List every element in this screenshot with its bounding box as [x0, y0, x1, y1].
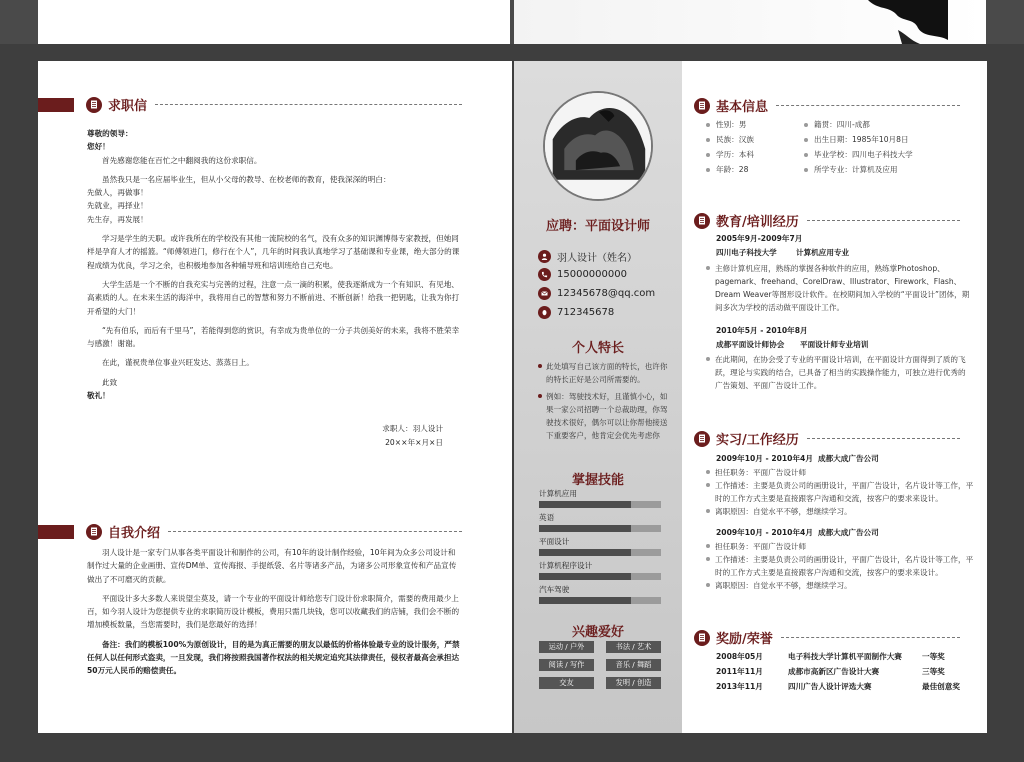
training-course: 平面设计师专业培训 [800, 340, 869, 349]
traits-title: 个人特长 [571, 341, 624, 356]
contact-phone [538, 268, 627, 281]
salutation: 尊敬的领导： [87, 129, 133, 138]
education-major: 计算机应用专业 [796, 248, 850, 257]
education-school: 四川电子科技大学 [716, 248, 777, 257]
paragraph: 平面设计多大多数人来说望尘莫及，请一个专业的平面设计师给您专门设计份求职简介，需要的费用最少上百，如今羽人设计为您提供专业的求职简历设计模板，费用只需几块钱，您可以收藏我们的店铺，我们会不断的增加模板数量，当您需要时，我们是您最好的选择！ [87, 593, 460, 630]
horse-painting-icon [545, 93, 651, 199]
letter-date: 20××年×月×日 [385, 437, 443, 447]
award-date: 2011年11月 [716, 667, 763, 676]
skill-item [539, 584, 661, 604]
section-title: 奖励/荣誉 [716, 632, 773, 647]
skill-bar-fill [539, 573, 631, 580]
motto-line: 先生存，再发展！ [87, 214, 148, 224]
contact-email [538, 287, 655, 300]
document-icon [694, 630, 710, 646]
skill-label: 计算机应用 [539, 489, 577, 498]
header-rule [781, 637, 960, 638]
list-item: 例如：驾驶技术好，且谨慎小心，如果一家公司招聘一个总裁助理，你驾驶技术很好，偶尔可以让你帮他接送下重要客户，他肯定会优先考虑你 [538, 390, 670, 442]
header-rule [776, 105, 960, 106]
user-icon [538, 250, 551, 263]
copyright-note: 备注：我们的模板100%为原创设计，目的是为真正需要的朋友以最低的价格体验最专业的设计服务，严禁任何人以任何形式盗卖，一旦发现，我们将按照我国著作权法的相关规定追究其法律责任，侵权者最高会承担达50万元人民币的赔偿责任。 [87, 639, 460, 676]
contact-qq [538, 306, 614, 319]
education-header [694, 211, 960, 230]
skill-label: 计算机程序设计 [539, 561, 593, 570]
skill-bar-fill [539, 549, 631, 556]
ink-horse-decoration [858, 0, 948, 44]
training-description: 在此期间，在协会受了专业的平面设计培训，在平面设计方面得到了质的飞跃，理论与实践的结合，已具备了相当的实践操作能力，可独立进行优秀的广告策划、平面广告设计工作。 [706, 353, 970, 392]
hobby-tag: 阅读 / 写作 [539, 659, 594, 671]
previous-page-left [38, 0, 510, 44]
intro-body [87, 546, 463, 684]
job-date: 2009年10月 - 2010年4月 [716, 528, 813, 537]
education-date: 2005年9月-2009年7月 [716, 234, 803, 243]
motto-line: 先做人，再做事！ [87, 188, 148, 198]
section-title: 教育/培训经历 [716, 215, 799, 230]
hobby-tag: 运动 / 户外 [539, 641, 594, 653]
cover-letter-body [87, 127, 463, 449]
hobby-tag: 发明 / 创造 [606, 677, 661, 689]
job-title: 应聘：平面设计师 [545, 219, 650, 234]
paragraph: 首先感谢您能在百忙之中翻阅我的这份求职信。 [102, 155, 262, 165]
header-bar [38, 98, 74, 112]
job-company: 成都大成广告公司 [818, 454, 879, 463]
job-description: 工作描述：主要是负责公司的画册设计，平面广告设计，名片设计等工作，平时的工作方式主要是直接跟客户沟通和交流，按客户的要求来设计。 [706, 553, 975, 579]
award-date: 2013年11月 [716, 682, 763, 691]
skill-item [539, 512, 661, 532]
skills-title: 掌握技能 [571, 473, 624, 488]
skill-bar-track [539, 597, 661, 604]
cover-letter-header [38, 95, 462, 114]
hobbies-title: 兴趣爱好 [571, 625, 624, 640]
skill-label: 汽车驾驶 [539, 585, 570, 594]
info-age: 年龄：28 [706, 164, 748, 175]
skill-item [539, 488, 661, 508]
training-date: 2010年5月 - 2010年8月 [716, 326, 808, 335]
hobby-tag: 交友 [539, 677, 594, 689]
traits-list [538, 360, 670, 446]
paragraph: 大学生活是一个不断的自我充实与完善的过程，注意一点一滴的积累，使我逐渐成为一个有知识、有见地、高素质的人。在未来生活的海洋中，我将用自己的智慧和努力不断前进、不断创新！给我一把钥匙，让我为你打开希望的大门！ [87, 279, 460, 316]
skill-bar-track [539, 501, 661, 508]
info-gender: 性别：男 [706, 119, 746, 130]
award-date: 2008年05月 [716, 652, 763, 661]
qq-icon [538, 306, 551, 319]
education-description: 主修计算机应用，熟练的掌握各种软件的应用，熟练掌Photoshop、pagemark、freehand、CorelDraw、Illustrator、Firework、Flash、Dream Weaver等图形设计软件。在校期间加入学校的“平面设计”团体，期间多次为学校的活动做平面设计工作。 [706, 262, 970, 314]
job-company: 成都大成广告公司 [818, 528, 879, 537]
paragraph: 在此，谨祝贵单位事业兴旺发达、蒸蒸日上。 [102, 358, 254, 368]
phone-icon [538, 268, 551, 281]
job-description: 工作描述：主要是负责公司的画册设计，平面广告设计，名片设计等工作，平时的工作方式主要是直接跟客户沟通和交流，按客户的要求来设计。 [706, 479, 975, 505]
contact-text: 712345678 [557, 307, 615, 318]
document-icon [694, 431, 710, 447]
info-birthdate: 出生日期：1985年10月8日 [804, 134, 909, 145]
job-date: 2009年10月 - 2010年4月 [716, 454, 813, 463]
skill-label: 平面设计 [539, 537, 570, 546]
document-icon [86, 524, 102, 540]
award-rank: 最佳创意奖 [922, 682, 960, 691]
closing-regards: 敬礼！ [87, 391, 110, 401]
contact-name [538, 249, 637, 264]
header-rule [155, 104, 462, 105]
motto-line: 先就业，再择业！ [87, 201, 148, 211]
left-page [38, 61, 512, 733]
header-bar [38, 525, 74, 539]
list-item: 此处填写自己该方面的特长，也许你的特长正好是公司所需要的。 [538, 360, 670, 386]
section-title: 基本信息 [716, 100, 769, 115]
award-rank: 一等奖 [922, 652, 945, 661]
skill-item [539, 536, 661, 556]
paragraph: 学习是学生的天职。或许我所在的学校没有其他一流院校的名气，没有众多的知识渊博得专家教授，但她同样是孕育人才的摇篮。“师傅领进门，修行在个人”，几年的时间我认真地学习了基础课和专业课，绝大部分的课程成绩为优良，学习之余，也积极地参加各种辅导班和培训班给自己充电。 [87, 234, 460, 270]
skill-bar-track [539, 549, 661, 556]
job-role: 担任职务：平面广告设计师 [706, 466, 973, 479]
signature: 求职人：羽人设计 [382, 424, 443, 434]
mail-icon [538, 287, 551, 300]
skill-item [539, 560, 661, 580]
info-school: 毕业学校：四川电子科技大学 [804, 149, 913, 160]
header-rule [168, 531, 462, 532]
intro-header [38, 522, 462, 541]
skill-bar-fill [539, 597, 631, 604]
hobby-tag: 书法 / 艺术 [606, 641, 661, 653]
document-icon [694, 98, 710, 114]
info-education: 学历：本科 [706, 149, 754, 160]
work-header [694, 429, 960, 448]
hobby-tag: 音乐 / 舞蹈 [606, 659, 661, 671]
avatar [543, 91, 653, 201]
header-rule [807, 438, 960, 439]
skill-bar-fill [539, 501, 631, 508]
award-name: 成都市高新区广告设计大赛 [788, 667, 880, 676]
header-rule [807, 220, 960, 221]
skill-bar-track [539, 525, 661, 532]
greeting: 您好！ [87, 142, 110, 152]
info-hometown: 籍贯：四川-成都 [804, 119, 870, 130]
contact-text: 12345678@qq.com [557, 288, 656, 299]
skill-label: 英语 [539, 513, 555, 522]
basic-info-header [694, 96, 960, 115]
info-major: 所学专业：计算机及应用 [804, 164, 898, 175]
paragraph: 羽人设计是一家专门从事各类平面设计和制作的公司，有10年的设计制作经验，10年间为众多公司设计和制作过大量的企业画册、宣传DM单、宣传海报、手提纸袋、名片等诸多产品，为诸多公司形象宣传和产品宣传做出了不可磨灭的贡献。 [87, 548, 457, 584]
closing-line: 此致 [102, 377, 118, 387]
job-leave-reason: 离职原因：自觉水平不够，想继续学习。 [706, 579, 973, 592]
motto-block [87, 173, 463, 226]
awards-header [694, 628, 960, 647]
right-page [682, 61, 987, 733]
contact-text: 15000000000 [557, 269, 627, 280]
info-ethnicity: 民族：汉族 [706, 134, 754, 145]
sidebar-column [514, 61, 682, 733]
job-role: 担任职务：平面广告设计师 [706, 540, 973, 553]
award-name: 四川广告人设计评选大赛 [788, 682, 872, 691]
training-org: 成都平面设计师协会 [716, 340, 785, 349]
section-title: 自我介绍 [108, 526, 161, 541]
award-rank: 三等奖 [922, 667, 945, 676]
job-leave-reason: 离职原因：自觉水平不够，想继续学习。 [706, 505, 973, 518]
document-icon [86, 97, 102, 113]
paragraph: “先有伯乐，而后有千里马”，若能得到您的赏识，有幸成为贵单位的一分子共创美好的未来，我将不胜荣幸与感激！谢谢。 [87, 325, 460, 349]
skill-bar-track [539, 573, 661, 580]
section-title: 实习/工作经历 [716, 433, 799, 448]
contact-text: 羽人设计（姓名） [557, 253, 637, 264]
award-name: 电子科技大学计算机平面制作大赛 [788, 652, 902, 661]
document-icon [694, 213, 710, 229]
motto-line: 虽然我只是一名应届毕业生，但从小父母的教导、在校老师的教育，使我深深的明白： [102, 174, 391, 184]
previous-page-right [514, 0, 986, 44]
section-title: 求职信 [108, 99, 148, 114]
skill-bar-fill [539, 525, 631, 532]
